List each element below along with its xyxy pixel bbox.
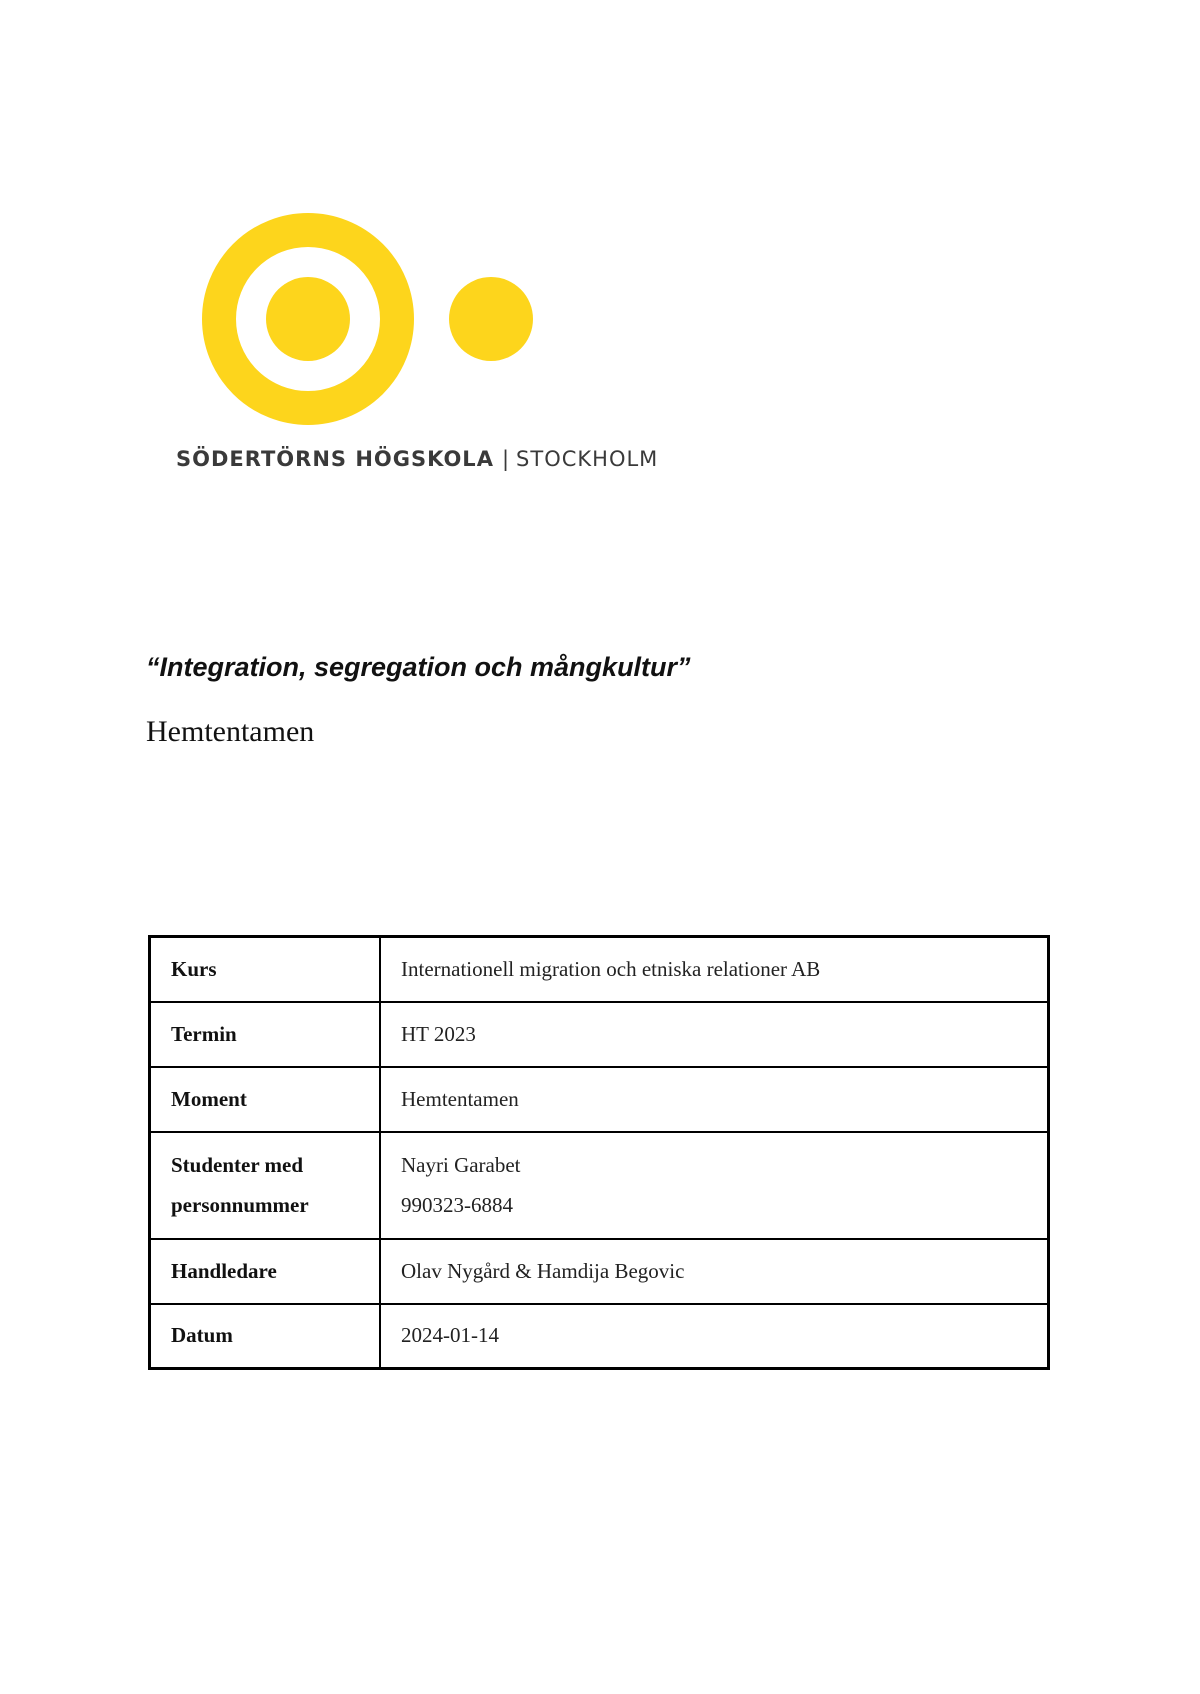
- student-name: Nayri Garabet: [401, 1153, 521, 1177]
- table-row: [150, 1132, 1049, 1239]
- table-row: [150, 1304, 1049, 1369]
- row-label-datum: Datum: [150, 1304, 381, 1369]
- document-title: “Integration, segregation och mångkultur”: [146, 652, 691, 682]
- table-row: [150, 1002, 1049, 1067]
- row-label-handledare: Handledare: [150, 1239, 381, 1304]
- logo-city: STOCKHOLM: [516, 447, 659, 471]
- row-label-moment: Moment: [150, 1067, 381, 1132]
- row-label-line: personnummer: [171, 1193, 309, 1217]
- logo-side-dot: [449, 277, 533, 361]
- university-logo: [0, 0, 700, 500]
- row-value-moment: Hemtentamen: [380, 1067, 1049, 1132]
- row-value-studenter: [380, 1132, 1049, 1239]
- row-value-termin: HT 2023: [380, 1002, 1049, 1067]
- logo-inner-dot: [266, 277, 350, 361]
- row-label-termin: Termin: [150, 1002, 381, 1067]
- info-table: [148, 935, 1050, 1370]
- document-subtitle: Hemtentamen: [146, 715, 315, 748]
- logo-mark: [0, 0, 700, 500]
- row-value-handledare: Olav Nygård & Hamdija Begovic: [380, 1239, 1049, 1304]
- row-label-line: Studenter med: [171, 1153, 304, 1177]
- logo-name: SÖDERTÖRNS HÖGSKOLA: [176, 447, 494, 471]
- student-personnummer: 990323-6884: [401, 1193, 513, 1217]
- row-label-kurs: Kurs: [150, 937, 381, 1002]
- table-row: [150, 1239, 1049, 1304]
- table-row: [150, 1067, 1049, 1132]
- row-value-datum: 2024-01-14: [380, 1304, 1049, 1369]
- table-row: [150, 937, 1049, 1002]
- row-value-kurs: Internationell migration och etniska relationer AB: [380, 937, 1049, 1002]
- logo-separator: |: [501, 447, 511, 471]
- row-label-studenter: [150, 1132, 381, 1239]
- logo-wordmark: [176, 447, 658, 471]
